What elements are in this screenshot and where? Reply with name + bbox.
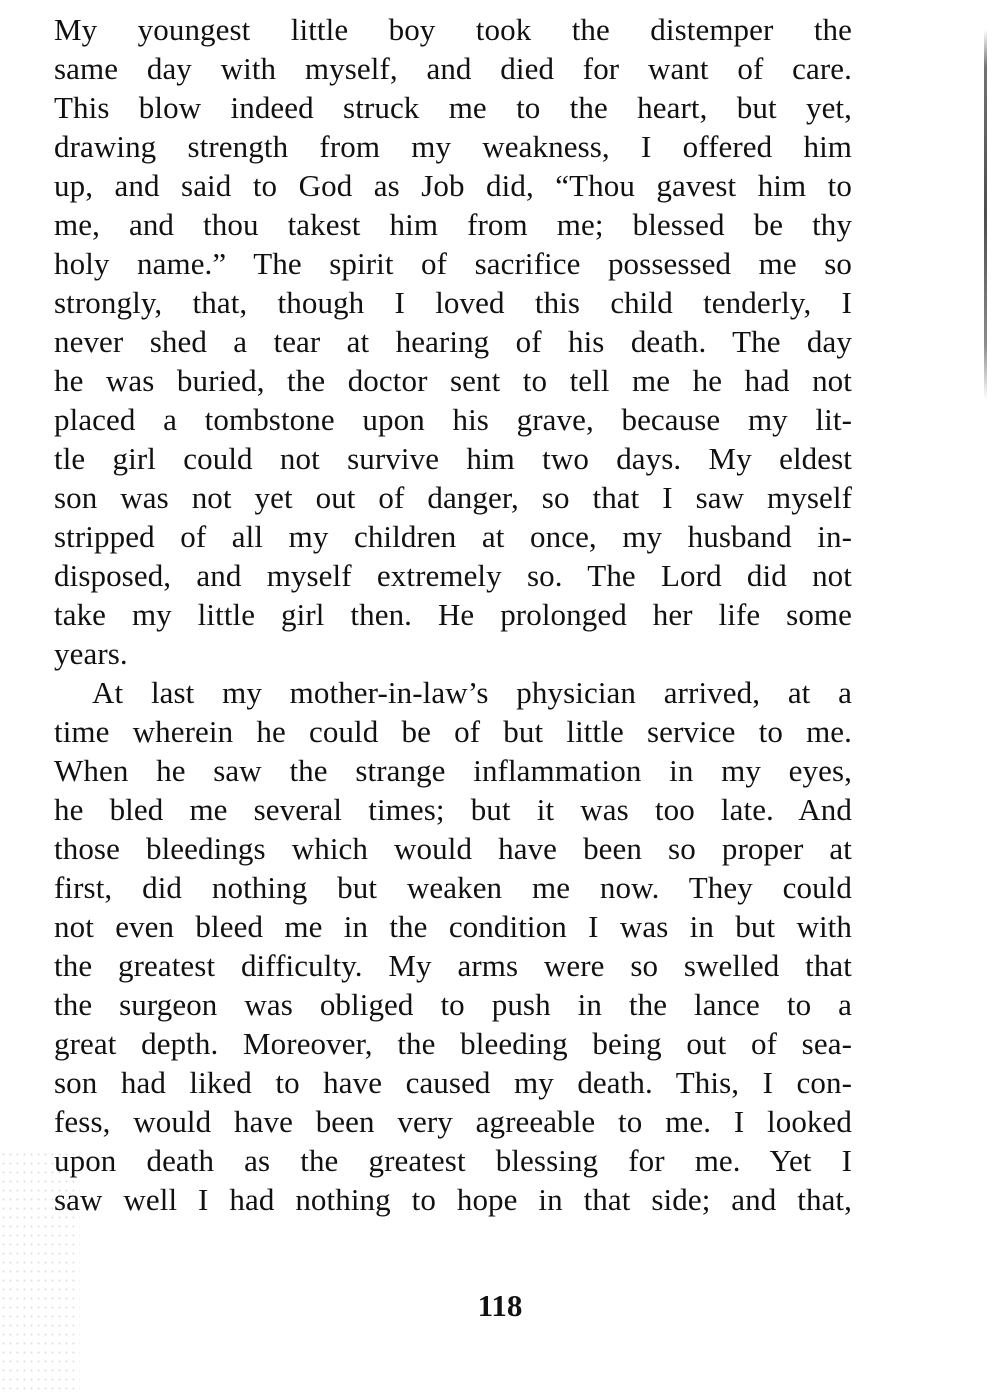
text-line: up, and said to God as Job did, “Thou gavest him to — [54, 168, 852, 203]
text-line: tle girl could not survive him two days. My eldest — [54, 441, 852, 476]
text-line: This blow indeed struck me to the heart, but yet, — [54, 90, 852, 125]
text-line: great depth. Moreover, the bleeding being out of sea- — [54, 1026, 852, 1061]
text-line: At last my mother-in-law’s physician arrived, at a — [92, 675, 852, 710]
text-line: he bled me several times; but it was too late. And — [54, 792, 852, 827]
text-line: holy name.” The spirit of sacrifice possessed me so — [54, 246, 852, 281]
text-line: placed a tombstone upon his grave, because my lit- — [54, 402, 852, 437]
scan-edge-mark — [984, 30, 987, 400]
text-line: upon death as the greatest blessing for me. Yet I — [54, 1143, 852, 1178]
text-line: time wherein he could be of but little service to me. — [54, 714, 852, 749]
text-line: take my little girl then. He prolonged her life some — [54, 597, 852, 632]
text-line: saw well I had nothing to hope in that side; and that, — [54, 1182, 852, 1217]
text-line: son had liked to have caused my death. This, I con- — [54, 1065, 852, 1100]
text-line: he was buried, the doctor sent to tell me he had not — [54, 363, 852, 398]
text-line: the surgeon was obliged to push in the lance to a — [54, 987, 852, 1022]
text-line: first, did nothing but weaken me now. They could — [54, 870, 852, 905]
text-line: not even bleed me in the condition I was in but with — [54, 909, 852, 944]
text-line: years. — [54, 636, 128, 671]
text-line: drawing strength from my weakness, I offered him — [54, 129, 852, 164]
paragraph-2 — [54, 673, 852, 1219]
text-line: stripped of all my children at once, my husband in- — [54, 519, 852, 554]
page-number: 118 — [477, 1288, 523, 1323]
text-line: strongly, that, though I loved this child tenderly, I — [54, 285, 852, 320]
paragraph-1 — [54, 10, 852, 673]
text-line: never shed a tear at hearing of his death. The day — [54, 324, 852, 359]
body-text — [54, 10, 852, 1219]
text-line: disposed, and myself extremely so. The Lord did not — [54, 558, 852, 593]
text-line: those bleedings which would have been so proper at — [54, 831, 852, 866]
text-line: My youngest little boy took the distemper the — [54, 12, 852, 47]
text-line: When he saw the strange inflammation in my eyes, — [54, 753, 852, 788]
text-line: me, and thou takest him from me; blessed be thy — [54, 207, 852, 242]
text-line: the greatest difficulty. My arms were so swelled that — [54, 948, 852, 983]
text-line: fess, would have been very agreeable to me. I looked — [54, 1104, 852, 1139]
text-line: same day with myself, and died for want of care. — [54, 51, 852, 86]
text-line: son was not yet out of danger, so that I saw myself — [54, 480, 852, 515]
